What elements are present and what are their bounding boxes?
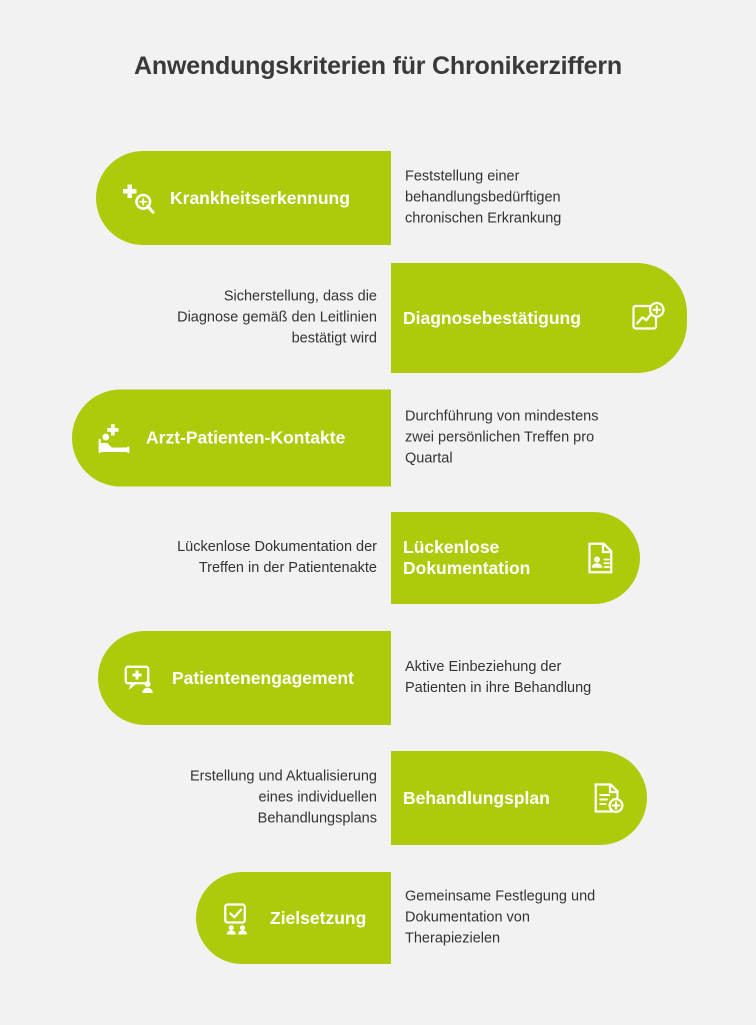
step-description: Erstellung und Aktualisierung eines individuellen Behandlungsplans: [189, 768, 377, 827]
criteria-row: [0, 148, 756, 248]
step-pill-patientenengagement[interactable]: [98, 631, 391, 725]
hospital-bed-icon: [96, 420, 132, 456]
stethoscope-plus-icon: [120, 180, 156, 216]
step-description: Sicherstellung, dass die Diagnose gemäß den Leitlinien bestätigt wird: [177, 288, 377, 347]
clipboard-plus-icon: [589, 780, 625, 816]
step-description: Gemeinsame Festlegung und Dokumentation von Therapiezielen: [405, 888, 596, 947]
step-label: Lückenlose Dokumentation: [403, 537, 531, 578]
step-label: Krankheitserkennung: [170, 187, 350, 208]
criteria-row: [0, 868, 756, 968]
step-label: Patientenengagement: [172, 667, 354, 688]
step-label: Arzt-Patienten-Kontakte: [146, 427, 346, 448]
target-check-icon: [220, 900, 256, 936]
step-pill-zielsetzung[interactable]: [196, 872, 391, 964]
page-title: Anwendungskriterien für Chronikerziffern: [134, 52, 622, 80]
step-pill-lueckenlose-dokumentation[interactable]: [391, 512, 640, 604]
person-plus-icon: [122, 660, 158, 696]
step-pill-behandlungsplan[interactable]: [391, 751, 647, 845]
criteria-row: [0, 748, 756, 848]
criteria-row: [0, 508, 756, 608]
criteria-row: [0, 628, 756, 728]
step-pill-krankheitserkennung[interactable]: [96, 151, 391, 245]
criteria-list: [0, 148, 756, 988]
step-label: Diagnosebestätigung: [403, 307, 581, 328]
criteria-row: [0, 268, 756, 368]
criteria-row: [0, 388, 756, 488]
chart-plus-icon: [629, 300, 665, 336]
step-label: Zielsetzung: [270, 907, 367, 928]
step-label: Behandlungsplan: [403, 787, 550, 808]
step-description: Aktive Einbeziehung der Patienten in ihre Behandlung: [405, 658, 592, 696]
step-description: Durchführung von mindestens zwei persönlichen Treffen pro Quartal: [405, 408, 599, 467]
step-description: Feststellung einer behandlungsbedürftigen chronischen Erkrankung: [405, 168, 562, 227]
step-pill-arzt-patienten-kontakte[interactable]: [72, 390, 391, 487]
document-person-icon: [582, 540, 618, 576]
step-pill-diagnosebestaetigung[interactable]: [391, 263, 687, 373]
step-description: Lückenlose Dokumentation der Treffen in der Patientenakte: [177, 538, 377, 576]
